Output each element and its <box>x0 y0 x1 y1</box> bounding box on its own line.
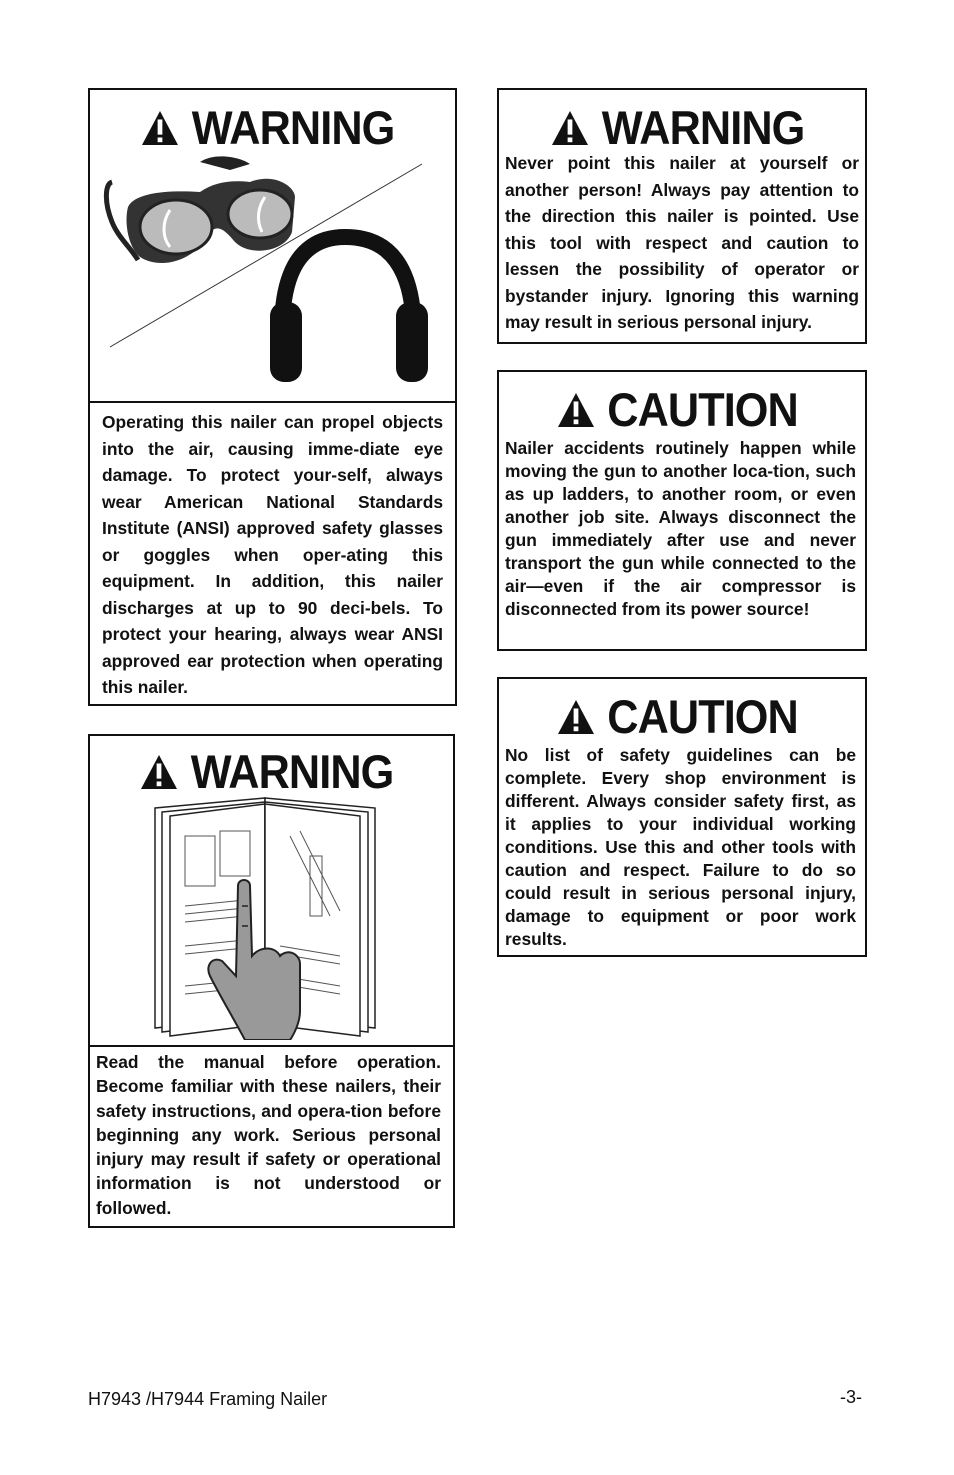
safety-glasses-icon <box>106 156 295 263</box>
warning-triangle-icon <box>140 754 178 790</box>
caution-heading: CAUTION <box>499 386 865 433</box>
warning-triangle-icon <box>557 699 595 735</box>
footer-model: H7943 /H7944 Framing Nailer <box>88 1389 328 1409</box>
warning-triangle-icon <box>551 110 589 146</box>
warning-triangle-icon <box>557 392 595 428</box>
caution-box-guidelines <box>497 677 867 957</box>
warning-box-eye-ear <box>88 88 457 706</box>
manual-icon <box>150 796 390 1040</box>
safety-illustration <box>100 152 445 397</box>
caution-heading: CAUTION <box>499 693 865 740</box>
warning-heading: WARNING <box>90 104 455 151</box>
guidelines-caution-text: No list of safety guidelines can be complete. Every shop environment is different. Always consider safety first, as it applies to your individual working conditions. Use this and other tools with caution and respect. Failure to do so could result in serious personal injury, damage to equipment or poor work results. <box>505 745 856 949</box>
eye-ear-warning-text: Operating this nailer can propel objects into the air, causing imme-diate eye damage. To protect your-self, always wear American National Standards Institute (ANSI) approved safety glasses or goggles when oper-ating this equipment. In addition, this nailer discharges at up to 90 deci-bels. To protect your hearing, always wear ANSI approved ear protection when operating this nailer. <box>102 412 443 697</box>
caution-box-transport <box>497 370 867 651</box>
warning-triangle-icon <box>141 110 179 146</box>
footer-page-number: -3- <box>840 1387 862 1407</box>
warning-box-manual <box>88 734 455 1228</box>
ear-protection-icon <box>270 237 428 382</box>
pointing-warning-text: Never point this nailer at yourself or another person! Always pay attention to the direction this nailer is pointed. Use this tool with respect and caution to lessen the possibility of operator or bystander injury. Ignoring this warning may result in serious personal injury. <box>505 153 859 332</box>
warning-box-pointing <box>497 88 867 344</box>
transport-caution-text: Nailer accidents routinely happen while moving the gun to another loca-tion, such as up ladders, to another room, or even another job site. Always disconnect the gun immediately after use and never transport the gun while connected to the air—even if the air compressor is disconnected from its power source! <box>505 438 856 619</box>
warning-heading: WARNING <box>499 104 865 151</box>
manual-warning-text: Read the manual before operation. Become familiar with these nailers, their safety instructions, and opera-tion before beginning any work. Serious personal injury may result if safety or operational information is not understood or followed. <box>96 1052 441 1218</box>
warning-heading: WARNING <box>90 748 453 795</box>
